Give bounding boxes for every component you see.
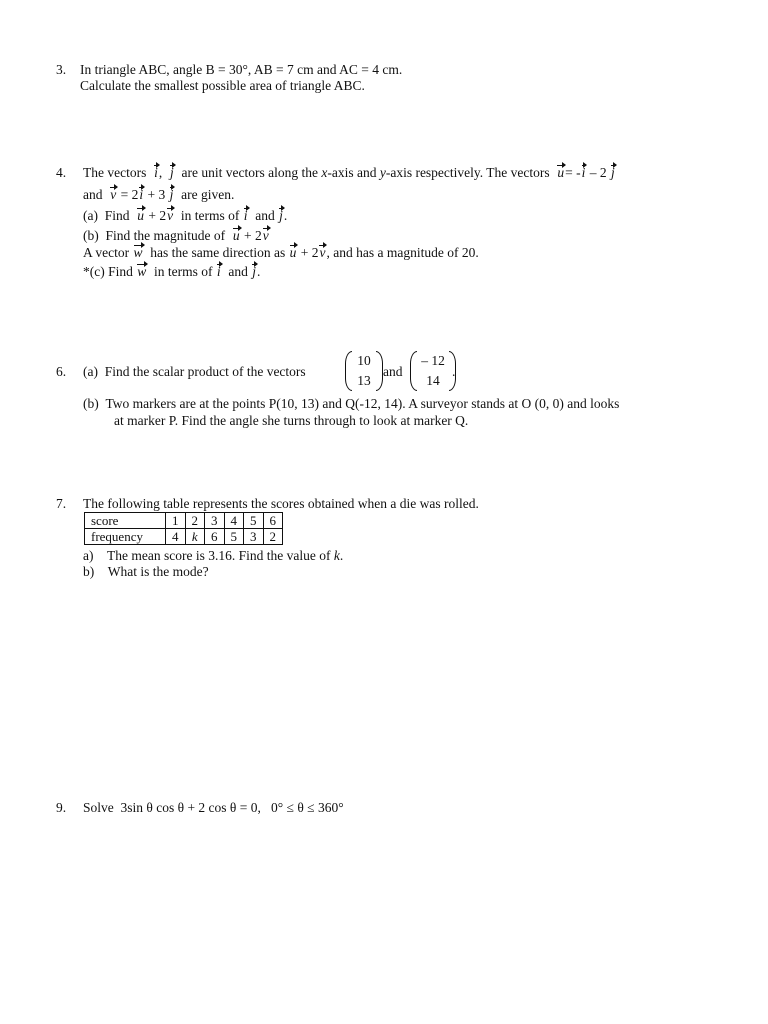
q4-line2: and v = 2i + 3 j are given. [83,187,235,202]
q9-equation: 3sin θ cos θ + 2 cos θ = 0, [120,800,261,815]
row-label-frequency: frequency [85,529,166,545]
table-cell: k [185,529,205,545]
row-label-score: score [85,513,166,529]
q6-number: 6. [56,364,67,379]
q4-part-c: *(c) Find w in terms of i and j. [83,264,261,279]
q6-and: and [383,364,403,379]
q9-range: 0° ≤ θ ≤ 360° [271,800,344,815]
table-cell: 6 [205,529,225,545]
table-cell: 5 [244,513,264,529]
q4-number: 4. [56,165,67,180]
q7-number: 7. [56,496,67,511]
q6-part-a: (a) Find the scalar product of the vectors [83,364,306,379]
q4-line1: The vectors i, j are unit vectors along the x-axis and y-axis respectively. The vectors u= -i – 2 j [83,165,615,180]
table-row [85,529,283,545]
q6-part-b-line1: (b) Two markers are at the points P(10, 13) and Q(-12, 14). A surveyor stands at O (0, 0) and looks [83,396,620,411]
vec1-bottom: 13 [357,373,371,388]
scores-table [84,512,283,545]
q3-line1: In triangle ABC, angle B = 30°, AB = 7 cm and AC = 4 cm. [80,62,403,77]
q4-part-b: (b) Find the magnitude of u + 2v [83,228,269,243]
vec2-top: – 12 [421,353,445,368]
q3-line2: Calculate the smallest possible area of triangle ABC. [80,78,365,93]
vec1-top: 10 [357,353,371,368]
table-cell: 3 [205,513,225,529]
vec2-bottom: 14 [426,373,440,388]
column-vector-2 [410,351,456,391]
q6-period: . [452,364,456,379]
table-cell: 1 [166,513,186,529]
table-cell: 5 [224,529,244,545]
q7-part-a: a) The mean score is 3.16. Find the value of k. [83,548,344,563]
table-cell: 6 [263,513,283,529]
q9-line: Solve 3sin θ cos θ + 2 cos θ = 0, 0° ≤ θ ≤ 360° [83,800,344,815]
table-cell: 2 [263,529,283,545]
table-cell: 4 [166,529,186,545]
left-paren [410,351,417,391]
column-vector-1 [345,351,383,391]
q7-part-b: b) What is the mode? [83,564,209,579]
table-cell: 4 [224,513,244,529]
q4-vector-w-line: A vector w has the same direction as u + 2v, and has a magnitude of 20. [83,245,479,260]
table-cell: 3 [244,529,264,545]
q6-part-b-line2: at marker P. Find the angle she turns through to look at marker Q. [114,413,469,428]
q4-part-a: (a) Find u + 2v in terms of i and j. [83,208,288,223]
q7-intro: The following table represents the scores obtained when a die was rolled. [83,496,479,511]
table-cell: 2 [185,513,205,529]
right-paren [376,351,383,391]
left-paren [345,351,352,391]
table-row [85,513,283,529]
q9-number: 9. [56,800,67,815]
q3-number: 3. [56,62,67,77]
